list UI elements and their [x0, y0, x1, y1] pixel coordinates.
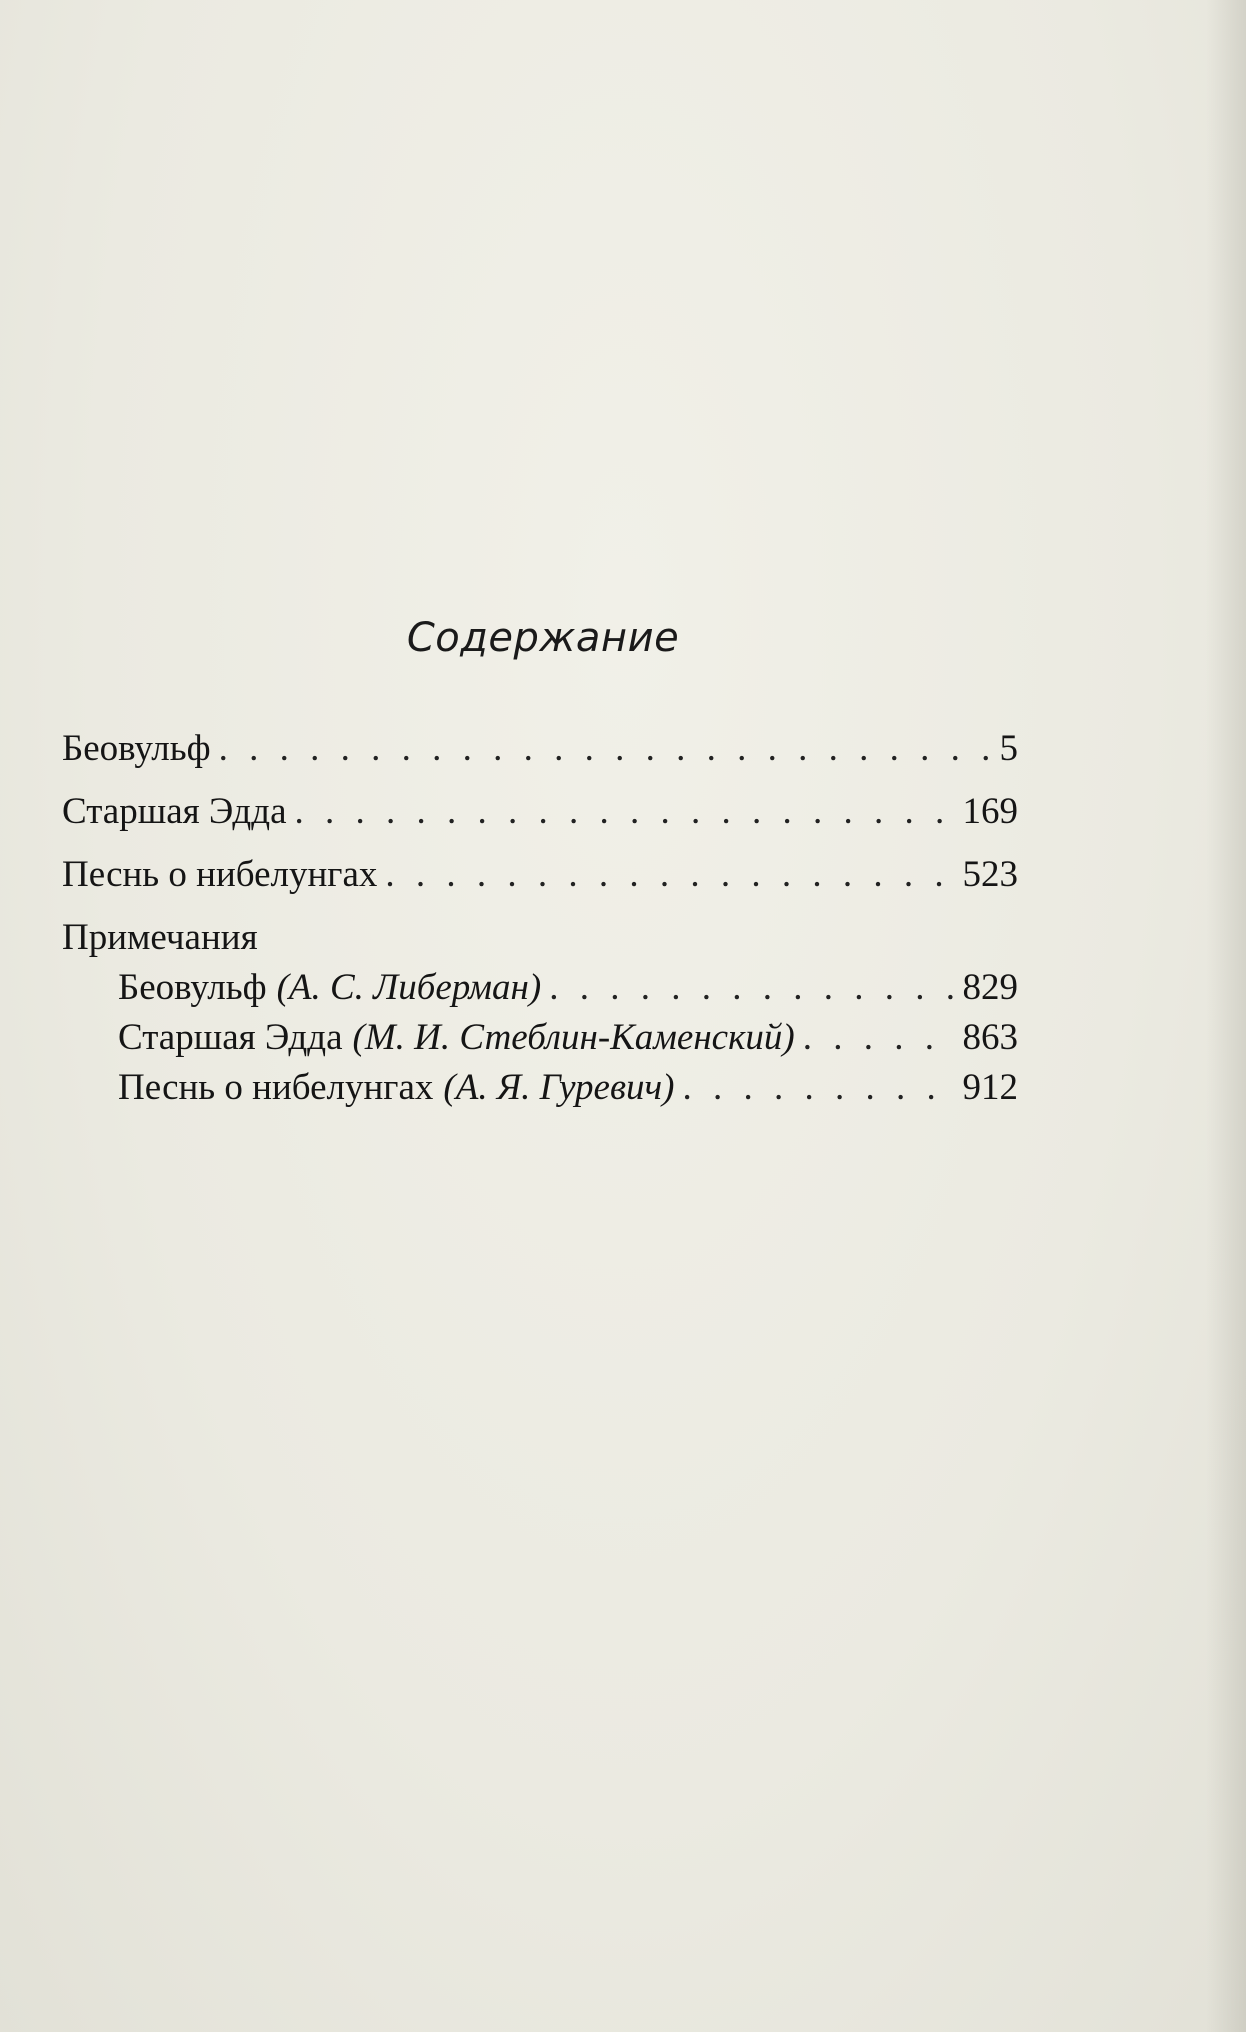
notes-entry-page: 912 [962, 1067, 1018, 1108]
toc-entry [62, 730, 1018, 780]
notes-entry [62, 1019, 1018, 1069]
toc-entry-title: Старшая Эдда [62, 791, 287, 832]
notes-entry-title: Беовульф [118, 967, 267, 1008]
toc-entry-page: 5 [999, 728, 1018, 769]
notes-entry-page: 863 [962, 1017, 1018, 1058]
toc-entry-title: Беовульф [62, 728, 211, 769]
toc-entry [62, 856, 1018, 906]
toc-entry [62, 793, 1018, 843]
dot-leader [803, 1019, 955, 1056]
notes-entry-title: Песнь о нибелунгах [118, 1067, 434, 1108]
page-edge-shadow [1206, 0, 1246, 2032]
toc-heading: Содержание [406, 615, 680, 661]
notes-entry-author: (М. И. Стеблин-Каменский) [352, 1017, 795, 1058]
dot-leader [549, 969, 954, 1006]
notes-entry [62, 1069, 1018, 1119]
toc-entry-page: 523 [962, 854, 1018, 895]
table-of-contents [62, 730, 1018, 1119]
toc-entry-page: 169 [962, 791, 1018, 832]
dot-leader [219, 730, 992, 767]
notes-entry-title: Старшая Эдда [118, 1017, 343, 1058]
notes-label: Примечания [62, 917, 258, 958]
dot-leader [295, 793, 955, 830]
notes-entry-author: (А. С. Либерман) [276, 967, 542, 1008]
notes-entry-page: 829 [962, 967, 1018, 1008]
toc-entry-title: Песнь о нибелунгах [62, 854, 378, 895]
notes-section-label [62, 919, 1018, 969]
notes-entry [62, 969, 1018, 1019]
dot-leader [385, 856, 954, 893]
dot-leader [682, 1069, 954, 1106]
notes-entry-author: (А. Я. Гуревич) [443, 1067, 675, 1108]
